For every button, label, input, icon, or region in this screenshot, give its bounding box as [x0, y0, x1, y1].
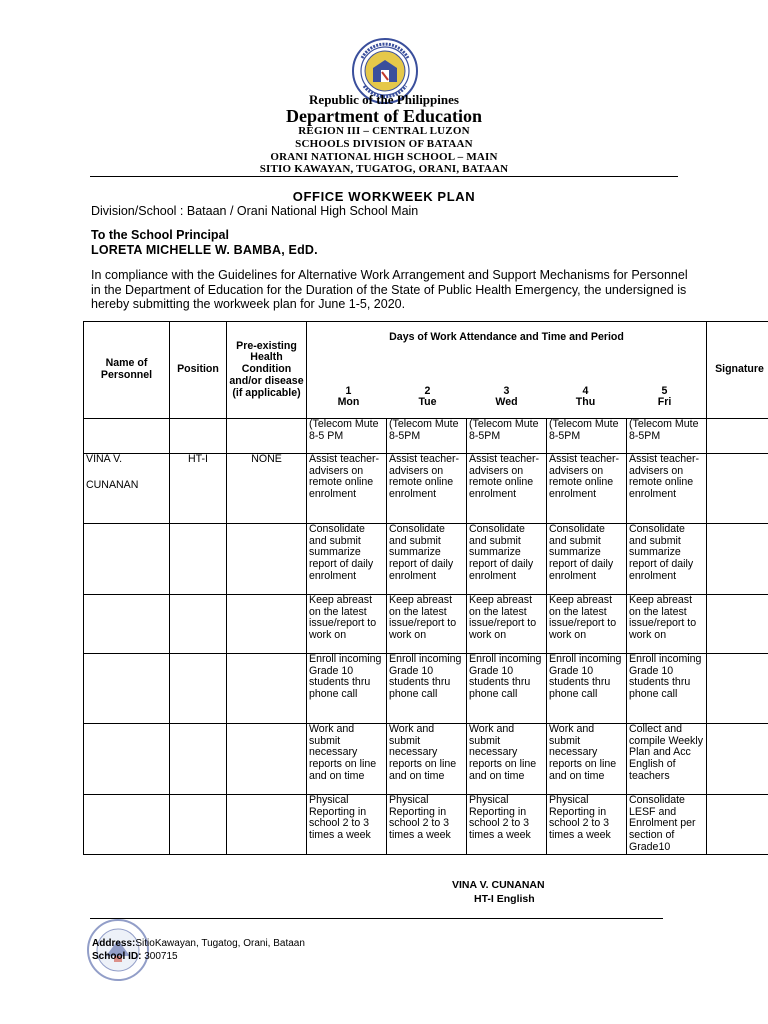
name-cell-empty — [84, 654, 170, 724]
activity-cell: Consolidate and submit summarize report of daily enrolment — [387, 524, 467, 595]
header-divider — [90, 176, 678, 177]
activity-cell: Consolidate and submit summarize report of daily enrolment — [467, 524, 547, 595]
name-cell-empty — [84, 595, 170, 654]
activity-cell: Physical Reporting in school 2 to 3 times a week — [387, 795, 467, 855]
position-cell-empty — [170, 724, 227, 795]
address-value: SitioKawayan, Tugatog, Orani, Bataan — [135, 938, 305, 949]
activity-cell: Assist teacher-advisers on remote online enrolment — [307, 454, 387, 524]
table-header-row — [84, 322, 768, 419]
activity-cell: Keep abreast on the latest issue/report to work on — [627, 595, 707, 654]
day-num: 4 — [582, 384, 589, 397]
region-label: REGION III – CENTRAL LUZON — [298, 125, 470, 137]
name-spacer — [86, 466, 167, 480]
position-cell-empty — [170, 524, 227, 595]
division-label: SCHOOLS DIVISION OF BATAAN — [295, 138, 473, 150]
address-label: Address: — [92, 938, 136, 949]
activity-cell: Consolidate and submit summarize report of daily enrolment — [307, 524, 387, 595]
intro-paragraph: In compliance with the Guidelines for Alternative Work Arrangement and Support Mechanisms for Personnel in the Department of Education for the Duration of the State of Public Health Emergency, the undersigned is hereby submitting the workweek plan for June 1-5, 2020. — [91, 268, 688, 311]
footer-divider — [90, 918, 663, 919]
day-tue — [388, 386, 467, 409]
signature-cell — [707, 724, 768, 795]
table-row — [84, 654, 768, 724]
table-row — [84, 524, 768, 595]
condition-cell-empty — [227, 724, 307, 795]
activity-cell: Keep abreast on the latest issue/report to work on — [467, 595, 547, 654]
position-cell-empty — [170, 419, 227, 454]
signature-cell — [707, 454, 768, 524]
condition-cell-empty — [227, 524, 307, 595]
school-label: ORANI NATIONAL HIGH SCHOOL – MAIN — [270, 151, 498, 163]
day-num: 3 — [503, 384, 510, 397]
name-cell-empty — [84, 795, 170, 855]
school-id-label: School ID: — [92, 951, 142, 962]
personnel-name-last: CUNANAN — [86, 478, 139, 491]
personnel-position: HT-I — [170, 454, 227, 524]
signature-cell — [707, 419, 768, 454]
activity-cell: Assist teacher-advisers on remote online enrolment — [467, 454, 547, 524]
activity-cell: Keep abreast on the latest issue/report to work on — [307, 595, 387, 654]
day-thu — [546, 386, 625, 409]
activity-cell: (Telecom Mute 8-5PM — [547, 419, 627, 454]
signature-cell — [707, 795, 768, 855]
position-cell-empty — [170, 595, 227, 654]
school-id-value: 300715 — [144, 951, 178, 962]
republic-label: Republic of the Philippines — [309, 92, 459, 107]
footer-address — [92, 938, 305, 949]
activity-cell: (Telecom Mute 8-5 PM — [307, 419, 387, 454]
activity-cell: Consolidate and submit summarize report of daily enrolment — [627, 524, 707, 595]
activity-cell: Work and submit necessary reports on line and on time — [467, 724, 547, 795]
personnel-condition: NONE — [227, 454, 307, 524]
table-row — [84, 454, 768, 524]
day-name: Thu — [575, 396, 596, 409]
signature-cell — [707, 654, 768, 724]
table-row — [84, 724, 768, 795]
day-name: Fri — [657, 396, 672, 409]
activity-cell: Keep abreast on the latest issue/report to work on — [387, 595, 467, 654]
table-row — [84, 795, 768, 855]
day-num: 2 — [424, 384, 431, 397]
header-condition: Pre-existing Health Condition and/or disease (if applicable) — [227, 322, 307, 419]
signature-cell — [707, 524, 768, 595]
day-name: Mon — [337, 396, 360, 409]
addressee-name: LORETA MICHELLE W. BAMBA, EdD. — [91, 243, 318, 257]
activity-cell: Enroll incoming Grade 10 students thru phone call — [387, 654, 467, 724]
activity-cell: Assist teacher-advisers on remote online enrolment — [547, 454, 627, 524]
activity-cell: Collect and compile Weekly Plan and Acc English of teachers — [627, 724, 707, 795]
workweek-plan-table — [83, 321, 768, 855]
name-cell-empty — [84, 524, 170, 595]
condition-cell-empty — [227, 419, 307, 454]
header-days — [307, 322, 707, 419]
activity-cell: Physical Reporting in school 2 to 3 times a week — [307, 795, 387, 855]
activity-cell: Enroll incoming Grade 10 students thru phone call — [627, 654, 707, 724]
activity-cell: Work and submit necessary reports on line and on time — [307, 724, 387, 795]
table-row — [84, 595, 768, 654]
activity-cell: Consolidate LESF and Enrolment per section of Grade10 — [627, 795, 707, 855]
condition-cell-empty — [227, 795, 307, 855]
day-mon — [309, 386, 388, 409]
day-fri — [625, 386, 704, 409]
signatory-position: HT-I English — [474, 893, 535, 905]
day-name: Wed — [495, 396, 518, 409]
school-seal-logo — [86, 918, 150, 982]
condition-cell-empty — [227, 654, 307, 724]
activity-cell: Assist teacher-advisers on remote online enrolment — [627, 454, 707, 524]
day-wed — [467, 386, 546, 409]
activity-cell: Work and submit necessary reports on line and on time — [387, 724, 467, 795]
header-name: Name of Personnel — [84, 322, 170, 419]
personnel-name-cell — [84, 454, 170, 524]
activity-cell: Work and submit necessary reports on line and on time — [547, 724, 627, 795]
day-num: 1 — [345, 384, 352, 397]
name-cell-empty — [84, 419, 170, 454]
table-row — [84, 419, 768, 454]
document-title: OFFICE WORKWEEK PLAN — [292, 189, 476, 204]
department-title: Department of Education — [286, 106, 482, 126]
signature-cell — [707, 595, 768, 654]
day-name: Tue — [418, 396, 437, 409]
activity-cell: Enroll incoming Grade 10 students thru phone call — [307, 654, 387, 724]
activity-cell: Physical Reporting in school 2 to 3 times a week — [547, 795, 627, 855]
activity-cell: (Telecom Mute 8-5PM — [627, 419, 707, 454]
position-cell-empty — [170, 654, 227, 724]
activity-cell: Enroll incoming Grade 10 students thru phone call — [547, 654, 627, 724]
position-cell-empty — [170, 795, 227, 855]
activity-cell: Assist teacher-advisers on remote online enrolment — [387, 454, 467, 524]
activity-cell: Keep abreast on the latest issue/report to work on — [547, 595, 627, 654]
condition-cell-empty — [227, 595, 307, 654]
day-num: 5 — [661, 384, 668, 397]
school-address-label: SITIO KAWAYAN, TUGATOG, ORANI, BATAAN — [259, 163, 509, 175]
activity-cell: Physical Reporting in school 2 to 3 times a week — [467, 795, 547, 855]
days-title: Days of Work Attendance and Time and Period — [389, 331, 624, 343]
addressee-title: To the School Principal — [91, 228, 229, 242]
signatory-name: VINA V. CUNANAN — [452, 879, 545, 891]
name-cell-empty — [84, 724, 170, 795]
activity-cell: (Telecom Mute 8-5PM — [467, 419, 547, 454]
header-position: Position — [170, 322, 227, 419]
division-school-line: Division/School : Bataan / Orani National High School Main — [91, 204, 419, 218]
header-signature: Signature — [707, 322, 768, 419]
personnel-name-first: VINA V. — [86, 453, 123, 465]
days-labels — [309, 386, 704, 409]
footer-school-id — [92, 951, 178, 962]
activity-cell: Enroll incoming Grade 10 students thru phone call — [467, 654, 547, 724]
activity-cell: Consolidate and submit summarize report of daily enrolment — [547, 524, 627, 595]
activity-cell: (Telecom Mute 8-5PM — [387, 419, 467, 454]
